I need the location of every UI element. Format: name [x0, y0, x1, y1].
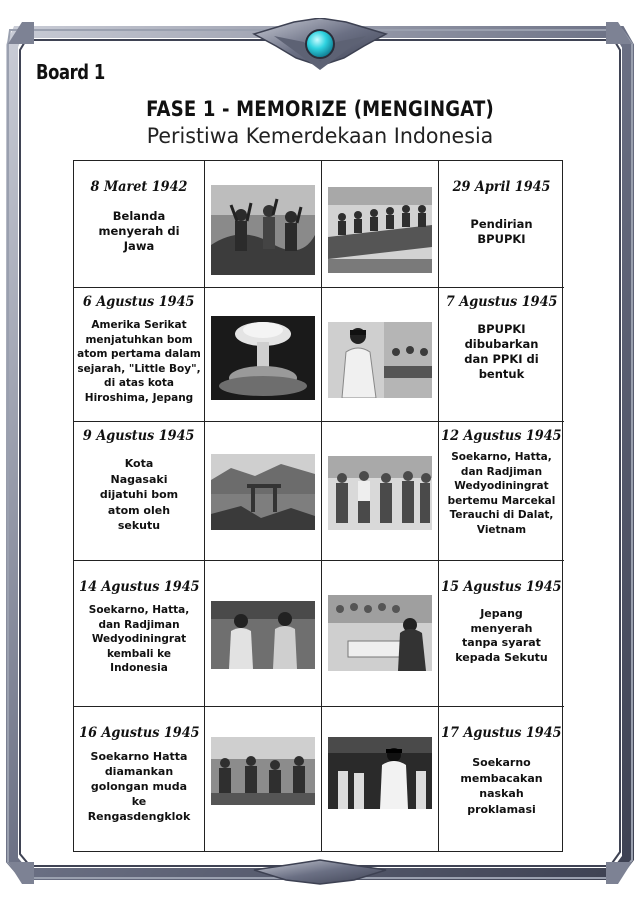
event-description: Jepang menyerah tanpa syarat kepada Sekutu: [455, 607, 548, 664]
event-date: 16 Agustus 1945: [78, 725, 200, 741]
event-card-10: [439, 707, 564, 851]
event-card-4: [439, 288, 564, 422]
photo-cell-6: [322, 422, 439, 561]
event-description: Soekarno Hatta diamankan golongan muda ke Rengasdengklok: [87, 750, 191, 823]
event-card-3: [74, 288, 205, 422]
event-card-9: [74, 707, 205, 851]
photo-rengasdengklok: [211, 737, 315, 805]
photo-cell-1: [205, 161, 322, 288]
event-date: 14 Agustus 1945: [78, 579, 200, 595]
event-date: 15 Agustus 1945: [441, 579, 562, 595]
photo-hiroshima-mushroom-cloud: [211, 316, 315, 400]
page-subtitle: Peristiwa Kemerdekaan Indonesia: [146, 124, 494, 148]
photo-cell-7: [205, 561, 322, 707]
event-date: 29 April 1945: [452, 179, 551, 195]
event-description: Amerika Serikat menjatuhkan bom atom pertama dalam sejarah, "Little Boy", di atas kota Hiroshima, Jepang: [77, 319, 201, 404]
photo-cell-5: [205, 422, 322, 561]
photo-return-to-indonesia: [211, 601, 315, 669]
event-card-1: [74, 161, 205, 288]
photo-proclamation-reading: [328, 737, 432, 809]
photo-cell-10: [322, 707, 439, 851]
photo-dalat-meeting: [328, 456, 432, 530]
photo-japan-surrender-signing: [328, 595, 432, 671]
event-description: BPUPKI dibubarkan dan PPKI di bentuk: [464, 322, 539, 381]
event-card-7: [74, 561, 205, 707]
photo-soldiers-surrender: [211, 185, 315, 275]
event-date: 6 Agustus 1945: [83, 294, 195, 310]
event-grid: [73, 160, 563, 852]
event-description: Pendirian BPUPKI: [470, 217, 533, 246]
event-description: Belanda menyerah di Jawa: [98, 209, 180, 253]
event-card-6: [439, 422, 564, 561]
photo-cell-8: [322, 561, 439, 707]
event-card-2: [439, 161, 564, 288]
event-card-8: [439, 561, 564, 707]
event-date: 9 Agustus 1945: [83, 428, 195, 444]
event-date: 17 Agustus 1945: [441, 725, 562, 741]
event-description: Soekarno membacakan naskah proklamasi: [460, 756, 543, 816]
event-description: Soekarno, Hatta, dan Radjiman Wedyodiningrat kembali ke Indonesia: [88, 604, 190, 674]
photo-bpupki-meeting: [328, 187, 432, 273]
board-label: Board 1: [36, 60, 105, 84]
event-date: 8 Maret 1942: [90, 179, 188, 195]
event-card-5: [74, 422, 205, 561]
photo-cell-3: [205, 288, 322, 422]
event-description: Kota Nagasaki dijatuhi bom atom oleh sekutu: [99, 457, 179, 532]
event-date: 12 Agustus 1945: [441, 428, 562, 444]
photo-cell-4: [322, 288, 439, 422]
photo-cell-2: [322, 161, 439, 288]
page-title: FASE 1 - MEMORIZE (MENGINGAT): [146, 97, 494, 121]
event-description: Soekarno, Hatta, dan Radjiman Wedyodiningrat bertemu Marcekal Terauchi di Dalat, Vietnam: [447, 451, 556, 536]
photo-nagasaki-ruins: [211, 454, 315, 530]
event-date: 7 Agustus 1945: [445, 294, 558, 310]
photo-cell-9: [205, 707, 322, 851]
photo-ppki-session: [328, 322, 432, 398]
